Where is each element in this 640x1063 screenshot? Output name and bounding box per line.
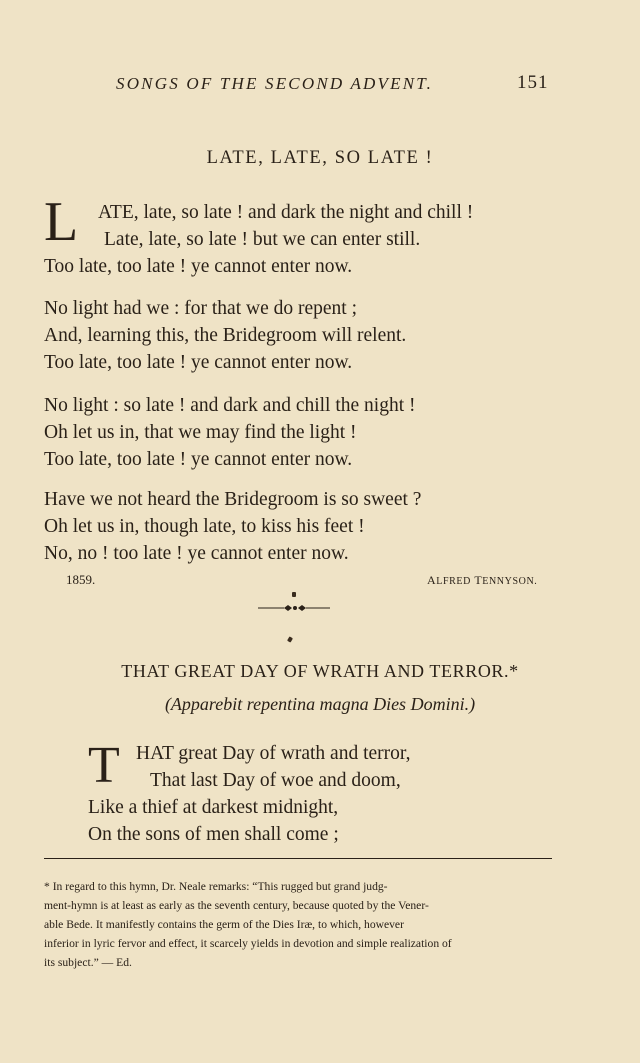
poem-line: No light had we : for that we do repent ; — [44, 298, 357, 319]
drop-cap: L — [44, 191, 79, 253]
poem-line: No, no ! too late ! ye cannot enter now. — [44, 543, 349, 564]
poem-line: Too late, too late ! ye cannot enter now. — [44, 449, 353, 470]
poem-line: No light : so late ! and dark and chill the night ! — [44, 395, 416, 416]
footnote-line: * In regard to this hymn, Dr. Neale remarks: “This rugged but grand judg- — [44, 880, 388, 893]
page-number: 151 — [517, 72, 549, 93]
poem-line: And, learning this, the Bridegroom will relent. — [44, 325, 407, 346]
footnote-rule — [44, 858, 552, 859]
poem-title: LATE, LATE, SO LATE ! — [206, 148, 434, 168]
poem-line: Oh let us in, that we may find the light ! — [44, 422, 357, 443]
poem-author — [427, 573, 537, 588]
poem-line: Like a thief at darkest midnight, — [88, 797, 339, 818]
poem-line: Have we not heard the Bridegroom is so sweet ? — [44, 489, 422, 510]
footnote-line: ment-hymn is at least as early as the seventh century, because quoted by the Vener- — [44, 899, 429, 912]
poem-line: On the sons of men shall come ; — [88, 824, 339, 845]
poem-line: HAT great Day of wrath and terror, — [136, 743, 411, 764]
author-name-part: LFRED — [436, 576, 471, 587]
author-name-part: ENNYSON. — [482, 576, 538, 587]
poem-title: THAT GREAT DAY OF WRATH AND TERROR.* — [121, 661, 519, 681]
author-initial: T — [474, 573, 483, 587]
poem-line: That last Day of woe and doom, — [150, 770, 401, 791]
poem-subtitle: (Apparebit repentina magna Dies Domini.) — [164, 694, 476, 714]
poem-date: 1859. — [66, 572, 96, 587]
footnote-line: its subject.” — Ed. — [44, 956, 132, 969]
ink-speck — [292, 592, 296, 597]
footnote-line: inferior in lyric fervor and effect, it scarcely yields in devotion and simple realization of — [44, 937, 452, 950]
poem-line: Late, late, so late ! but we can enter still. — [104, 229, 421, 250]
poem-line: Too late, too late ! ye cannot enter now. — [44, 352, 353, 373]
running-head: SONGS OF THE SECOND ADVENT. — [116, 74, 434, 93]
footnote-line: able Bede. It manifestly contains the germ of the Dies Iræ, to which, however — [44, 918, 404, 931]
ink-speck — [287, 636, 293, 642]
author-initial: A — [427, 573, 437, 587]
poem-line: Oh let us in, though late, to kiss his feet ! — [44, 516, 365, 537]
footnote — [44, 877, 556, 972]
drop-cap: T — [88, 737, 120, 794]
ornamental-divider — [258, 601, 330, 615]
poem-line: Too late, too late ! ye cannot enter now. — [44, 256, 353, 277]
poem-line: ATE, late, so late ! and dark the night and chill ! — [98, 202, 474, 223]
